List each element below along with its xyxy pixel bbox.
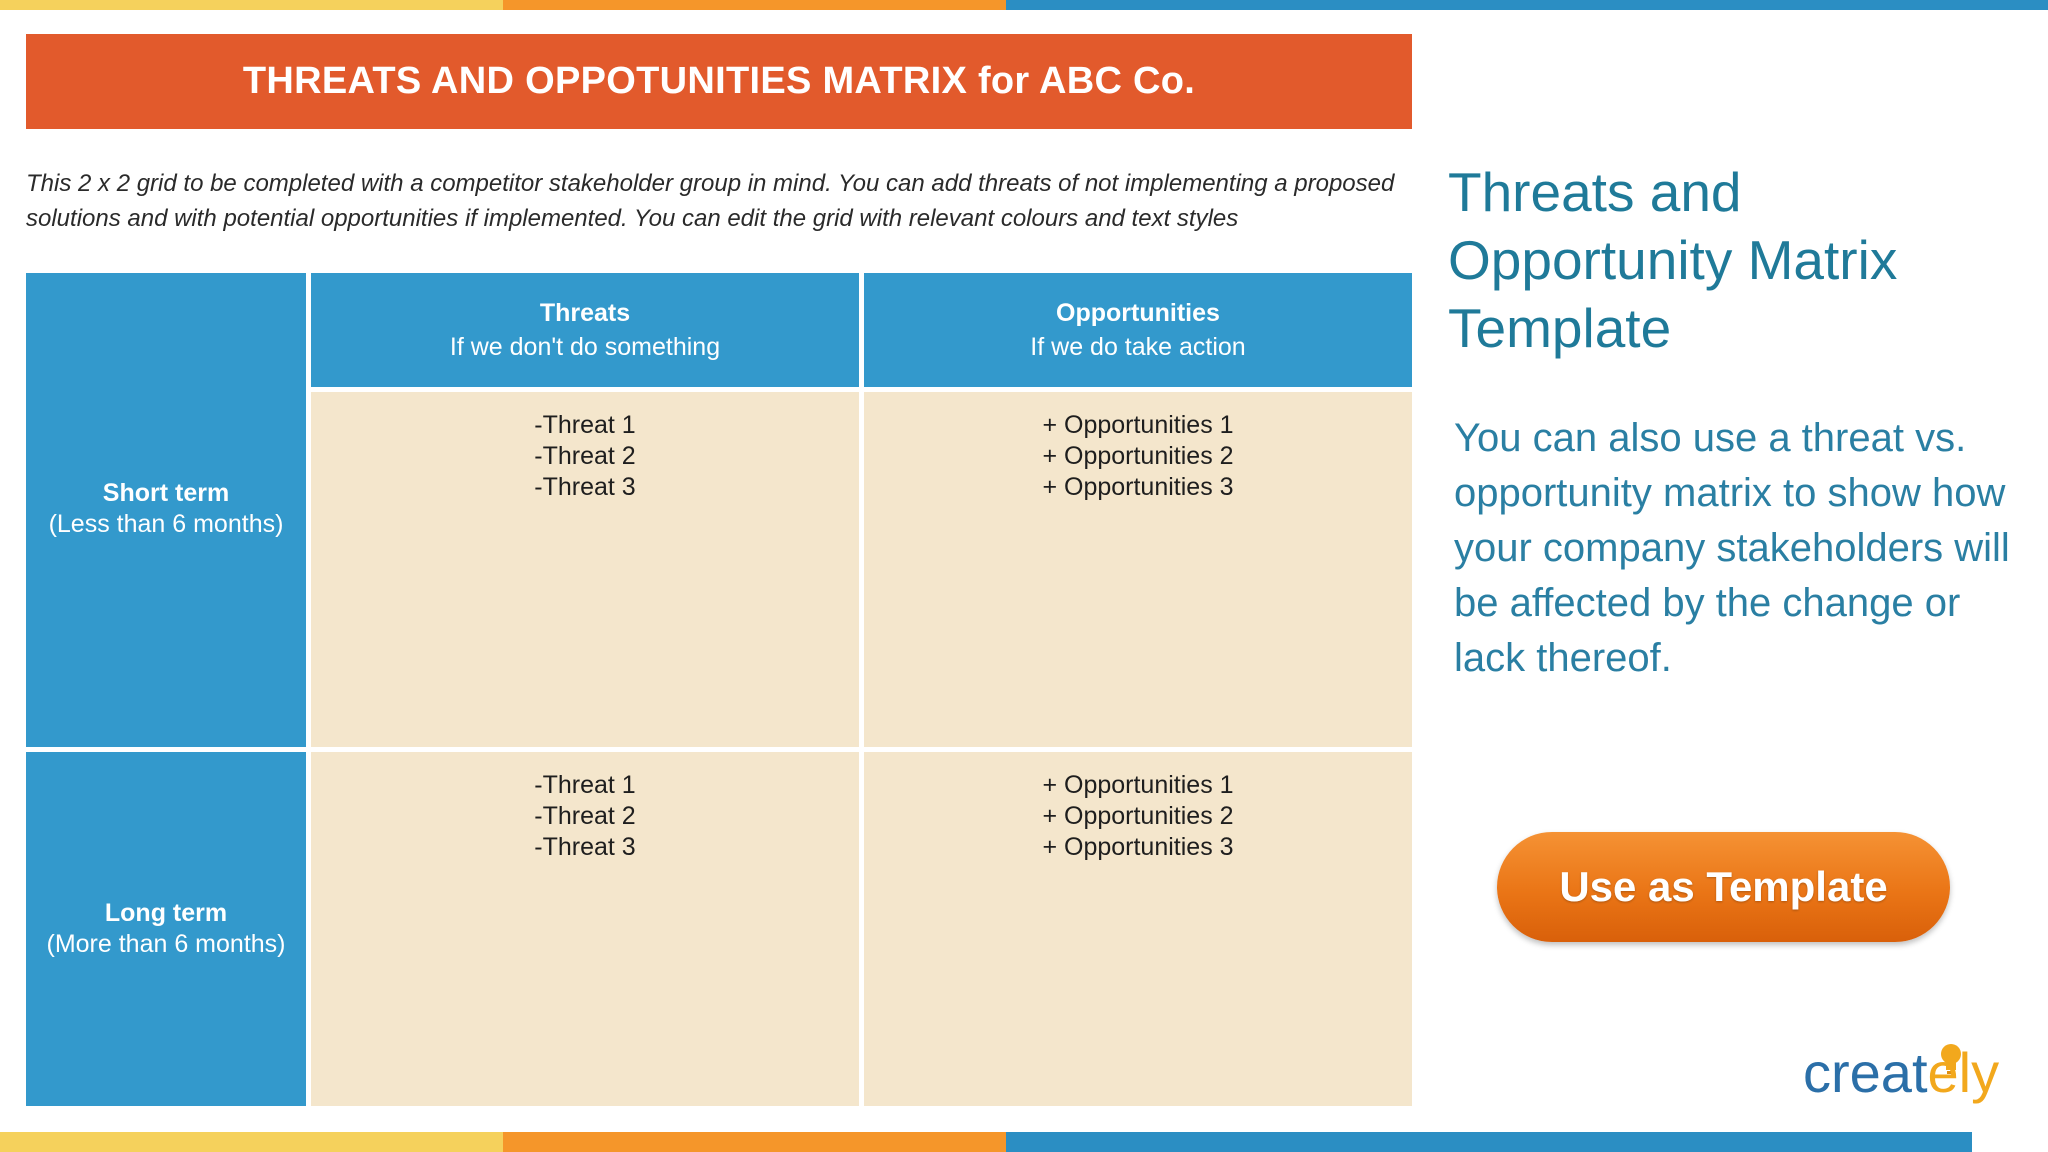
cell-short-term-threats: [311, 392, 859, 747]
cell-short-term-opportunities: [864, 392, 1412, 747]
column-subtitle-threats: If we don't do something: [449, 333, 721, 361]
list-item: + Opportunities 2: [1042, 802, 1234, 830]
row-title-short-term: Short term: [102, 479, 230, 507]
threats-opportunities-matrix: [26, 273, 1412, 1106]
row-subtitle-short-term: (Less than 6 months): [48, 510, 284, 538]
use-as-template-label: Use as Template: [1559, 863, 1888, 910]
stripe-segment-yellow: [0, 0, 503, 10]
use-as-template-button[interactable]: [1497, 832, 1950, 942]
top-color-stripe: [0, 0, 2048, 10]
list-item: + Opportunities 1: [1042, 411, 1234, 439]
list-item: + Opportunities 3: [1042, 473, 1234, 501]
list-item: -Threat 3: [534, 473, 636, 501]
list-item: + Opportunities 2: [1042, 442, 1234, 470]
stripe-segment-blue: [1006, 1132, 1972, 1152]
stripe-segment-blue: [1006, 0, 2048, 10]
cell-long-term-threats: [311, 752, 859, 1106]
cell-long-term-opportunities: [864, 752, 1412, 1106]
column-header-threats: [311, 273, 859, 387]
list-item: -Threat 2: [534, 802, 636, 830]
stripe-segment-orange: [503, 1132, 1006, 1152]
list-item: -Threat 3: [534, 833, 636, 861]
stripe-segment-yellow: [0, 1132, 503, 1152]
list-item: + Opportunities 1: [1042, 771, 1234, 799]
row-header-short-term: [26, 273, 306, 747]
column-header-opportunities: [864, 273, 1412, 387]
template-description: You can also use a threat vs. opportunity matrix to show how your company stakeholders will be affected by the change or lack thereof.: [1454, 416, 2010, 680]
column-title-opportunities: Opportunities: [1056, 299, 1220, 327]
list-item: -Threat 2: [534, 442, 636, 470]
stripe-segment-orange: [503, 0, 1006, 10]
column-subtitle-opportunities: If we do take action: [1030, 333, 1246, 361]
logo-text-main: creat: [1803, 1041, 1928, 1104]
list-item: -Threat 1: [534, 771, 636, 799]
column-title-threats: Threats: [539, 299, 631, 327]
creately-logo: [1803, 1040, 2013, 1120]
matrix-title-banner: [26, 34, 1412, 129]
logo-text-tail: ely: [1927, 1041, 2000, 1104]
row-subtitle-long-term: (More than 6 months): [46, 930, 286, 958]
bottom-color-stripe: [0, 1132, 2048, 1152]
list-item: -Threat 1: [534, 411, 636, 439]
template-title: Threats and Opportunity Matrix Template: [1448, 161, 1898, 359]
list-item: + Opportunities 3: [1042, 833, 1234, 861]
row-header-long-term: [26, 752, 306, 1106]
matrix-title-text: THREATS AND OPPOTUNITIES MATRIX for ABC Co.: [242, 60, 1196, 102]
row-title-long-term: Long term: [104, 899, 228, 927]
matrix-description: This 2 x 2 grid to be completed with a competitor stakeholder group in mind. You can add threats of not implementing a proposed solutions and with potential opportunities if implemented. You can edit the grid with relevant colours and text styles: [26, 170, 1395, 232]
